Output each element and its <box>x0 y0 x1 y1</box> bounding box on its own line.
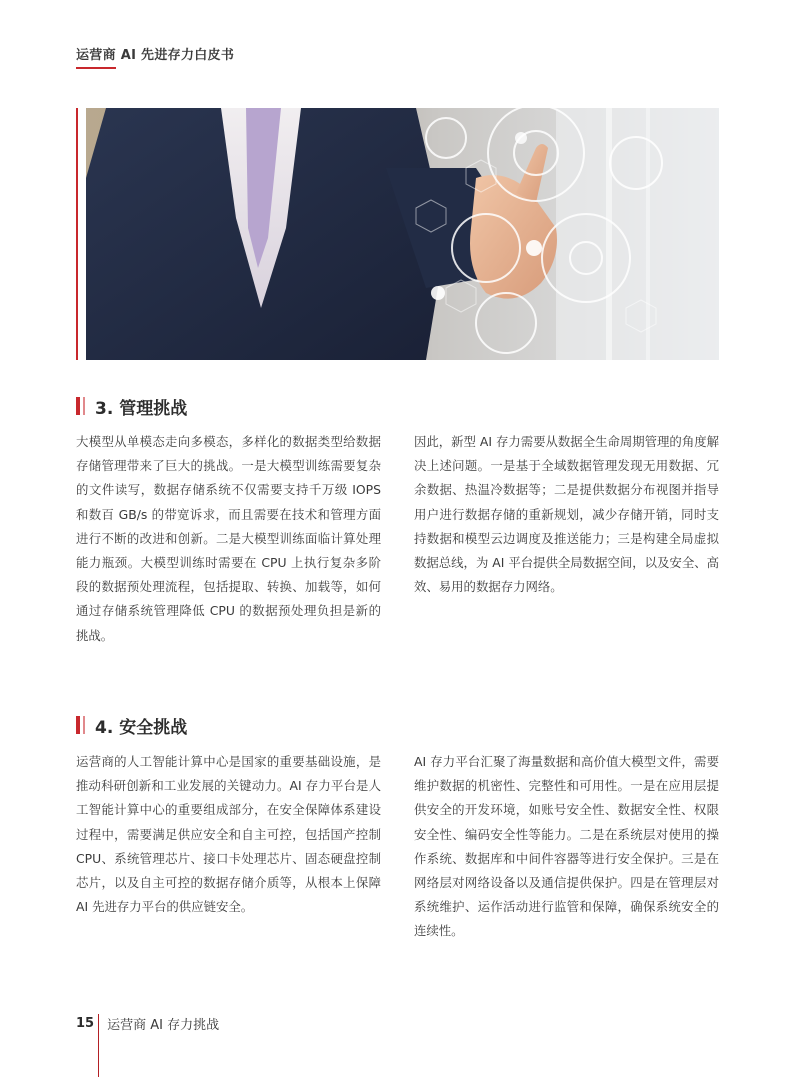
paragraph: AI 存力平台汇聚了海量数据和高价值大模型文件，需要维护数据的机密性、完整性和可用性。一是在应用层提供安全的开发环境，如账号安全性、数据安全性、权限安全性、编码安全性等能力。二是在系统层对使用的操作系统、数据库和中间件容器等进行安全保护。三是在网络层对网络设备以及通信提供保护。四是在管理层对系统维护、运作活动进行监管和保障，确保系统安全的连续性。 <box>414 754 719 939</box>
section-heading-management <box>76 395 187 417</box>
section-marker-secondary <box>83 716 85 734</box>
section-title: 4. 安全挑战 <box>95 717 188 738</box>
footer-divider <box>98 1014 99 1077</box>
section-4-left-column <box>76 750 381 919</box>
page-number: 15 <box>76 1016 95 1031</box>
document-title: 运营商 AI 先进存力白皮书 <box>76 48 235 63</box>
section-marker-secondary <box>83 397 85 415</box>
hero-image <box>86 108 719 360</box>
section-heading-security <box>76 714 187 736</box>
section-4-right-column <box>414 750 719 944</box>
section-marker <box>76 397 80 415</box>
hero-illustration <box>86 108 719 360</box>
paragraph: 大模型从单模态走向多模态，多样化的数据类型给数据存储管理带来了巨大的挑战。一是大模型训练需要复杂的文件读写，数据存储系统不仅需要支持千万级 IOPS 和数百 GB/s 的带宽诉求，而且需要在技术和管理方面进行不断的改进和创新。二是大模型训练面临计算处理能力瓶颈。大模型训练时需要在 CPU 上执行复杂多阶段的数据预处理流程，包括提取、转换、加载等，如何通过存储系统管理降低 CPU 的数据预处理负担是新的挑战。 <box>76 434 381 643</box>
section-marker <box>76 716 80 734</box>
paragraph: 运营商的人工智能计算中心是国家的重要基础设施，是推动科研创新和工业发展的关键动力。AI 存力平台是人工智能计算中心的重要组成部分，在安全保障体系建设过程中，需要满足供应安全和自主可控，包括国产控制 CPU、系统管理芯片、接口卡处理芯片、固态硬盘控制芯片，以及自主可控的数据存储介质等，从根本上保障 AI 先进存力平台的供应链安全。 <box>76 754 381 915</box>
paragraph: 因此，新型 AI 存力需要从数据全生命周期管理的角度解决上述问题。一是基于全域数据管理发现无用数据、冗余数据、热温冷数据等；二是提供数据分布视图并指导用户进行数据存储的重新规划，减少存储开销，同时支持数据和模型云边调度及推送能力；三是构建全局虚拟数据总线，为 AI 平台提供全局数据空间，以及安全、高效、易用的数据存力网络。 <box>414 434 719 595</box>
section-title: 3. 管理挑战 <box>95 398 188 419</box>
hero-accent-bar <box>76 108 78 360</box>
section-3-left-column <box>76 430 381 648</box>
chapter-title: 运营商 AI 存力挑战 <box>107 1018 220 1033</box>
header-accent-line <box>76 67 116 69</box>
section-3-right-column <box>414 430 719 599</box>
page-footer <box>76 1014 219 1033</box>
